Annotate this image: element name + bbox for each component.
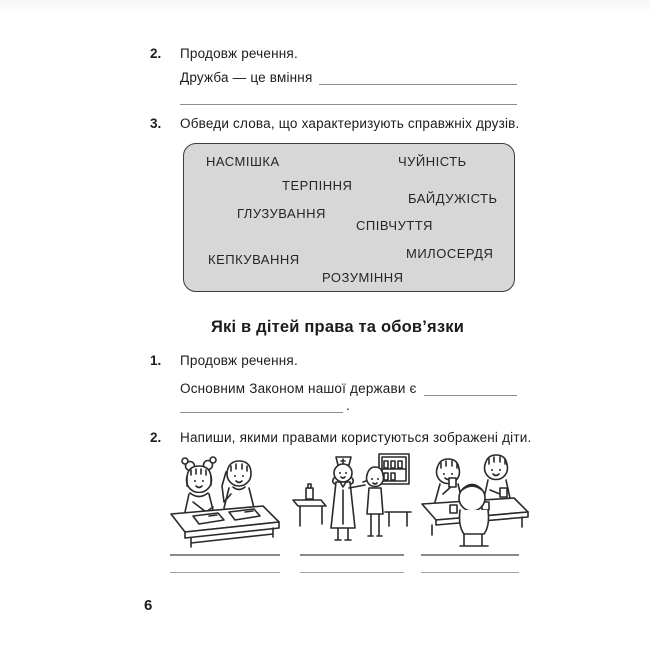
answer-line — [300, 572, 404, 573]
task1-sentence-continuation — [180, 398, 380, 413]
word-cloud-word: ГЛУЗУВАННЯ — [237, 206, 326, 221]
word-cloud-word: НАСМІШКА — [206, 154, 280, 169]
word-cloud-word: БАЙДУЖІСТЬ — [408, 191, 498, 206]
word-cloud-word: ТЕРПІННЯ — [282, 178, 353, 193]
task2-top-sentence — [180, 70, 517, 85]
task2-top-sentence-start: Дружба — це вміння — [180, 70, 313, 85]
word-cloud-word: ЧУЙНІСТЬ — [398, 154, 467, 169]
word-cloud-word: РОЗУМІННЯ — [322, 270, 404, 285]
section-heading: Які в дітей права та обов’язки — [210, 318, 465, 336]
answer-line — [300, 554, 404, 556]
task1-number: 1. — [150, 353, 162, 368]
write-in-line — [319, 70, 517, 85]
answer-line — [421, 572, 519, 573]
page-number: 6 — [144, 597, 153, 614]
task1-instruction: Продовж речення. — [180, 353, 298, 368]
task1-sentence — [180, 381, 517, 396]
word-cloud-word: СПІВЧУТТЯ — [356, 218, 433, 233]
task2-bottom-instruction: Напиши, якими правами користуються зображені діти. — [180, 430, 532, 445]
answer-line — [170, 572, 280, 573]
sentence-period: . — [346, 398, 350, 413]
task2-top-instruction: Продовж речення. — [180, 46, 298, 61]
answer-line — [170, 554, 280, 556]
write-in-line — [180, 398, 343, 413]
task2-top-number: 2. — [150, 46, 162, 61]
word-cloud-word: МИЛОСЕРДЯ — [406, 246, 494, 261]
write-in-line — [180, 89, 517, 105]
illustration-children-eating-at-table — [416, 450, 532, 550]
task3-number: 3. — [150, 116, 162, 131]
answer-line — [421, 554, 519, 556]
scan-shadow — [0, 0, 650, 14]
task1-sentence-start: Основним Законом нашої держави є — [180, 381, 417, 396]
word-cloud-box — [183, 143, 515, 292]
illustration-nurse-examining-child — [291, 448, 413, 550]
illustration-children-writing-at-desk — [163, 450, 285, 550]
task3-instruction: Обведи слова, що характеризують справжніх друзів. — [180, 116, 520, 131]
word-cloud-word: КЕПКУВАННЯ — [208, 252, 300, 267]
task2-bottom-number: 2. — [150, 430, 162, 445]
write-in-line — [424, 381, 517, 396]
